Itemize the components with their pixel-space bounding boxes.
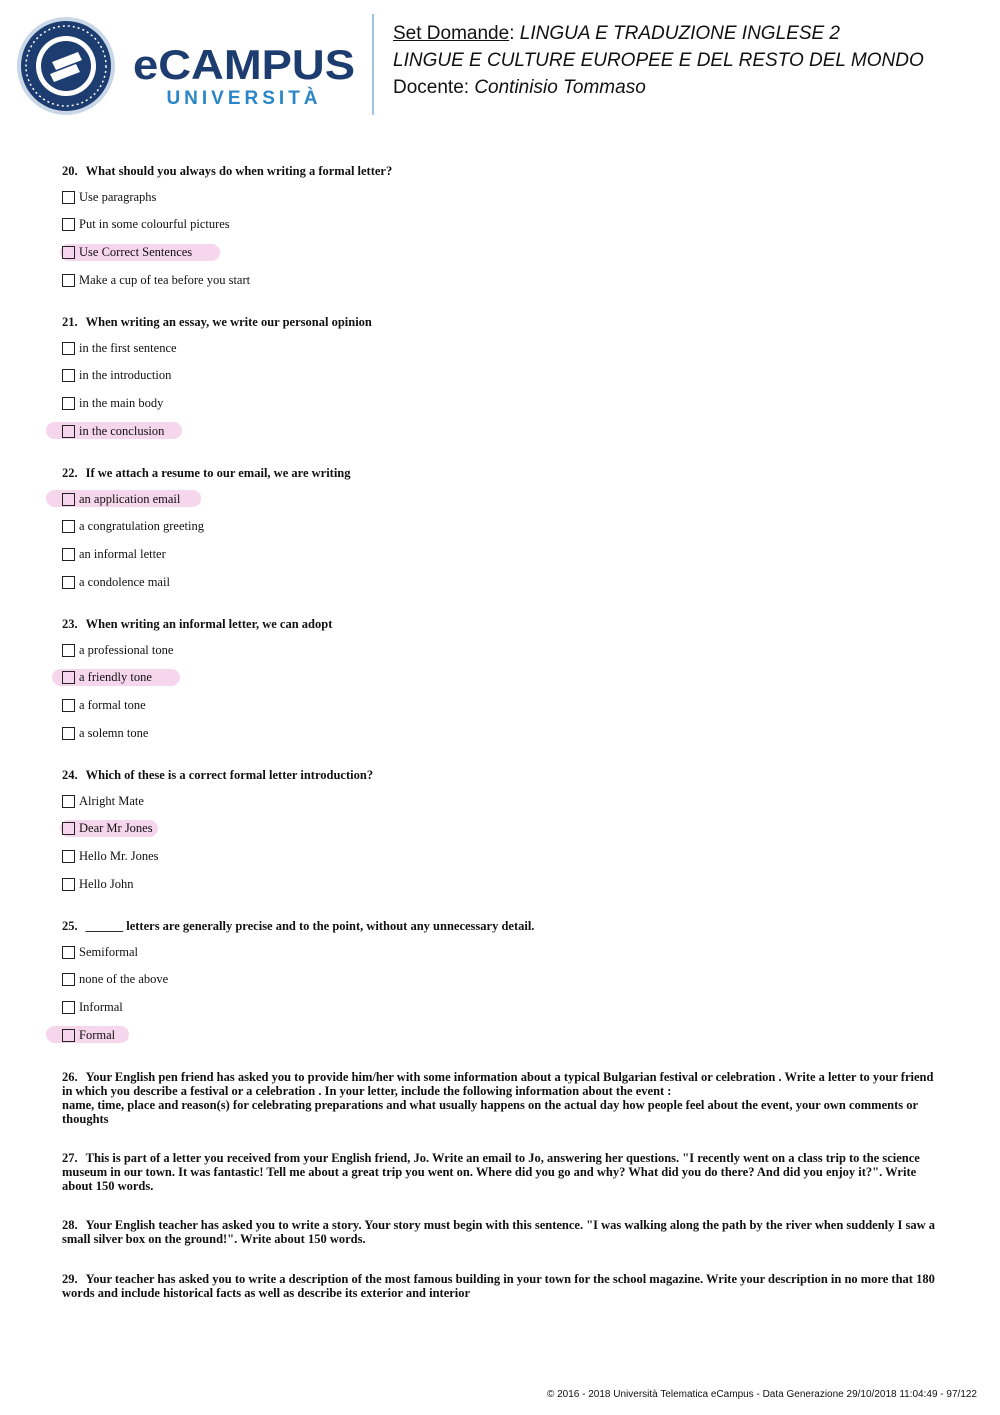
answer-checkbox[interactable]: [62, 425, 75, 438]
question-26: [62, 1070, 942, 1126]
answer-checkbox[interactable]: [62, 493, 75, 506]
set-label: Set Domande: [393, 23, 510, 44]
answer-checkbox[interactable]: [62, 520, 75, 533]
answer-label: a congratulation greeting: [79, 519, 204, 534]
answer-option[interactable]: [62, 545, 166, 565]
answer-label: in the main body: [79, 396, 164, 411]
page-footer: © 2016 - 2018 Università Telematica eCampus - Data Generazione 29/10/2018 11:04:49 - 97/122: [546, 1389, 977, 1400]
answer-option[interactable]: [62, 942, 138, 962]
answer-label: Dear Mr Jones: [79, 821, 153, 836]
answer-label: Semiformal: [79, 944, 139, 959]
answer-option[interactable]: [62, 366, 171, 386]
teacher-label: Docente:: [393, 77, 475, 98]
svg-text:eCAMPUS: eCAMPUS: [133, 44, 355, 84]
answer-checkbox[interactable]: [62, 946, 75, 959]
question-text: When writing an essay, we write our personal opinion: [85, 315, 372, 329]
answer-checkbox[interactable]: [62, 973, 75, 986]
question-number: 24.: [62, 768, 78, 782]
ecampus-wordmark: [133, 44, 355, 84]
question-22: [62, 466, 942, 480]
answer-checkbox[interactable]: [62, 878, 75, 891]
answer-option[interactable]: [62, 696, 146, 716]
answer-label: an application email: [79, 491, 181, 506]
answer-option[interactable]: [62, 421, 164, 441]
answer-option[interactable]: [62, 489, 180, 509]
answer-option[interactable]: [62, 270, 250, 290]
answer-option[interactable]: [62, 847, 159, 867]
answer-option[interactable]: [62, 338, 177, 358]
answer-option[interactable]: [62, 998, 123, 1018]
answer-checkbox[interactable]: [62, 850, 75, 863]
question-text: Your English pen friend has asked you to provide him/her with some information about a typical Bulgarian festival or celebration . Write a letter to your friend in which you describe a festival or a celebration . In your letter, include the following information about the event :: [62, 1070, 934, 1098]
answer-checkbox[interactable]: [62, 191, 75, 204]
answer-checkbox[interactable]: [62, 274, 75, 287]
answer-option[interactable]: [62, 791, 144, 811]
set-sep: :: [509, 23, 520, 44]
answer-label: a formal tone: [79, 698, 146, 713]
question-text: Your English teacher has asked you to write a story. Your story must begin with this sentence. "I was walking along the path by the river when suddenly I saw a small silver box on the ground!". Write about 150 words.: [62, 1218, 936, 1246]
answer-label: Put in some colourful pictures: [79, 217, 230, 232]
answer-label: a professional tone: [79, 642, 174, 657]
answer-label: Use paragraphs: [79, 189, 157, 204]
question-text: Which of these is a correct formal letter introduction?: [85, 768, 374, 782]
question-20: [62, 164, 942, 178]
question-text: When writing an informal letter, we can adopt: [85, 617, 333, 631]
answer-checkbox[interactable]: [62, 822, 75, 835]
question-text: What should you always do when writing a formal letter?: [85, 164, 393, 178]
answer-checkbox[interactable]: [62, 397, 75, 410]
question-24: [62, 768, 942, 782]
answer-label: in the first sentence: [79, 340, 177, 355]
answer-label: Alright Mate: [79, 793, 144, 808]
answer-label: a condolence mail: [79, 574, 170, 589]
header-divider: [372, 14, 374, 115]
answer-option[interactable]: [62, 572, 170, 592]
answer-checkbox[interactable]: [62, 727, 75, 740]
answer-option[interactable]: [62, 517, 204, 537]
answer-label: a friendly tone: [79, 670, 152, 685]
ecampus-seal-logo: [16, 16, 116, 116]
question-text: Your teacher has asked you to write a description of the most famous building in your town for the school magazine. Write your description in no more that 180 words and include historical facts as well as describe its exterior and interior: [62, 1272, 935, 1300]
answer-checkbox[interactable]: [62, 342, 75, 355]
brand-subtitle: UNIVERSITÀ: [166, 88, 322, 109]
answer-checkbox[interactable]: [62, 576, 75, 589]
question-text-continued: name, time, place and reason(s) for celebrating preparations and what usually happens on the actual day how people feel about the event, your own comments or thoughts: [62, 1098, 918, 1126]
answer-option[interactable]: [62, 1025, 115, 1045]
answer-label: Use Correct Sentences: [79, 245, 193, 260]
answer-option[interactable]: [62, 819, 153, 839]
answer-label: Hello John: [79, 876, 134, 891]
question-25: [62, 919, 942, 933]
answer-label: in the conclusion: [79, 423, 165, 438]
answer-label: Informal: [79, 1000, 123, 1015]
program-name: LINGUE E CULTURE EUROPEE E DEL RESTO DEL MONDO: [393, 50, 924, 71]
course-name: LINGUA E TRADUZIONE INGLESE 2: [519, 23, 841, 44]
answer-checkbox[interactable]: [62, 644, 75, 657]
answer-option[interactable]: [62, 723, 148, 743]
answer-checkbox[interactable]: [62, 548, 75, 561]
question-number: 23.: [62, 617, 78, 631]
answer-label: an informal letter: [79, 547, 166, 562]
question-28: [62, 1218, 942, 1246]
answer-checkbox[interactable]: [62, 671, 75, 684]
question-number: 25.: [62, 919, 78, 933]
question-number: 22.: [62, 466, 78, 480]
question-text: ______ letters are generally precise and to the point, without any unnecessary detail.: [85, 919, 535, 933]
answer-checkbox[interactable]: [62, 369, 75, 382]
answer-option[interactable]: [62, 215, 230, 235]
answer-label: Make a cup of tea before you start: [79, 272, 251, 287]
answer-option[interactable]: [62, 394, 163, 414]
question-23: [62, 617, 942, 631]
answer-checkbox[interactable]: [62, 1001, 75, 1014]
answer-option[interactable]: [62, 874, 134, 894]
answer-checkbox[interactable]: [62, 246, 75, 259]
question-number: 28.: [62, 1218, 78, 1232]
question-text: If we attach a resume to our email, we are writing: [85, 466, 351, 480]
answer-label: a solemn tone: [79, 725, 149, 740]
question-number: 21.: [62, 315, 78, 329]
answer-option[interactable]: [62, 187, 156, 207]
question-number: 26.: [62, 1070, 78, 1084]
answer-label: none of the above: [79, 972, 169, 987]
question-number: 29.: [62, 1272, 78, 1286]
answer-label: in the introduction: [79, 368, 172, 383]
question-29: [62, 1272, 942, 1300]
question-number: 27.: [62, 1151, 78, 1165]
answer-option[interactable]: [62, 243, 192, 263]
answer-label: Hello Mr. Jones: [79, 849, 159, 864]
teacher-name: Continisio Tommaso: [474, 77, 646, 98]
answer-option[interactable]: [62, 668, 152, 688]
question-text: This is part of a letter you received from your English friend, Jo. Write an email to Jo, answering her questions. "I recently went on a class trip to the science museum in our town. It was fantastic! Tell me about a great trip you went on. Where did you go and why? What did you do there? And did you enjoy it?". Write about 150 words.: [62, 1151, 920, 1193]
answer-option[interactable]: [62, 970, 168, 990]
answer-checkbox[interactable]: [62, 795, 75, 808]
question-number: 20.: [62, 164, 78, 178]
answer-option[interactable]: [62, 640, 173, 660]
answer-checkbox[interactable]: [62, 218, 75, 231]
answer-checkbox[interactable]: [62, 1029, 75, 1042]
question-21: [62, 315, 942, 329]
answer-checkbox[interactable]: [62, 699, 75, 712]
teacher-line: [393, 77, 646, 99]
answer-label: Formal: [79, 1027, 116, 1042]
question-27: [62, 1151, 942, 1193]
set-domande-line: [393, 23, 840, 45]
